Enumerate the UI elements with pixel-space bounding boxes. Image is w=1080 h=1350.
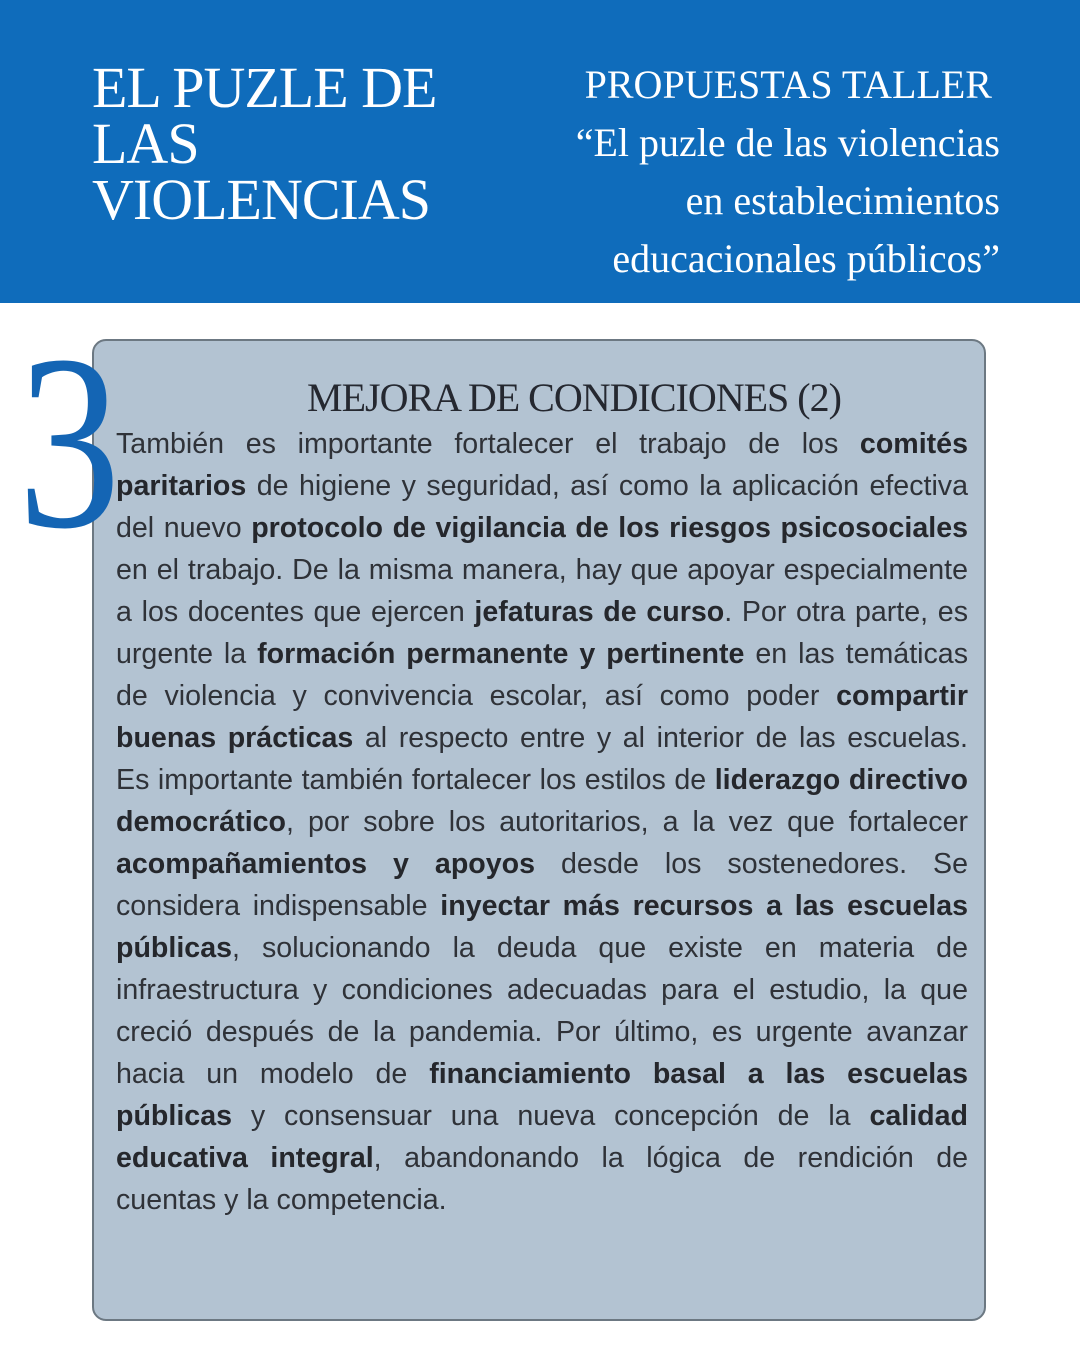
- text-run: desde los sostenedores. Se considera indispensable: [116, 848, 968, 922]
- section-title: [94, 373, 984, 423]
- subtitle-line: “El puzle de las violencias: [575, 120, 1000, 165]
- main-title: [92, 55, 512, 232]
- bold-phrase: calidad educativa integral: [116, 1100, 968, 1174]
- subtitle-line: educacionales públicos”: [612, 236, 1000, 281]
- text-run: y consensuar una nueva concepción de la: [232, 1100, 870, 1132]
- subtitle-line: en establecimientos: [685, 178, 1000, 223]
- bold-phrase: protocolo de vigilancia de los riesgos psicosociales: [251, 512, 969, 544]
- text-run: También es importante fortalecer el trabajo de los: [116, 428, 860, 460]
- header-banner: [0, 0, 1080, 303]
- section-title-text: MEJORA DE CONDICIONES (2): [307, 375, 841, 420]
- bold-phrase: liderazgo directivo democrático: [116, 764, 968, 838]
- bold-phrase: jefaturas de curso: [474, 596, 725, 628]
- text-run: , por sobre los autoritarios, a la vez que fortalecer: [286, 806, 968, 838]
- subtitle-block: [480, 56, 1000, 288]
- subtitle-label: PROPUESTAS TALLER: [584, 62, 992, 107]
- main-title-line: LAS: [92, 111, 199, 176]
- bold-phrase: compartir buenas prácticas: [116, 680, 968, 754]
- bold-phrase: financiamiento basal a las escuelas públicas: [116, 1058, 968, 1132]
- bold-phrase: acompañamientos y apoyos: [116, 848, 536, 880]
- section-paragraph: [116, 423, 968, 1221]
- bold-phrase: comités paritarios: [116, 428, 968, 502]
- text-run: en las temáticas de violencia y convivencia escolar, así como poder: [116, 638, 968, 712]
- text-run: de higiene y seguridad, así como la aplicación efectiva del nuevo: [116, 470, 968, 544]
- content-card: [92, 339, 986, 1321]
- text-run: al respecto entre y al interior de las escuelas. Es importante también fortalecer los estilos de: [116, 722, 968, 796]
- text-run: . Por otra parte, es urgente la: [116, 596, 968, 670]
- text-run: , solucionando la deuda que existe en materia de infraestructura y condiciones adecuadas para el estudio, la que creció después de la pandemia. Por último, es urgente avanzar hacia un modelo de: [116, 932, 968, 1090]
- text-run: , abandonando la lógica de rendición de cuentas y la competencia.: [116, 1142, 968, 1216]
- main-title-line: VIOLENCIAS: [92, 167, 430, 232]
- bold-phrase: inyectar más recursos a las escuelas públicas: [116, 890, 968, 964]
- bold-phrase: formación permanente y pertinente: [257, 638, 745, 670]
- section-number: 3: [18, 304, 121, 581]
- main-title-line: EL PUZLE DE: [92, 55, 437, 120]
- text-run: en el trabajo. De la misma manera, hay que apoyar especialmente a los docentes que ejercen: [116, 554, 968, 628]
